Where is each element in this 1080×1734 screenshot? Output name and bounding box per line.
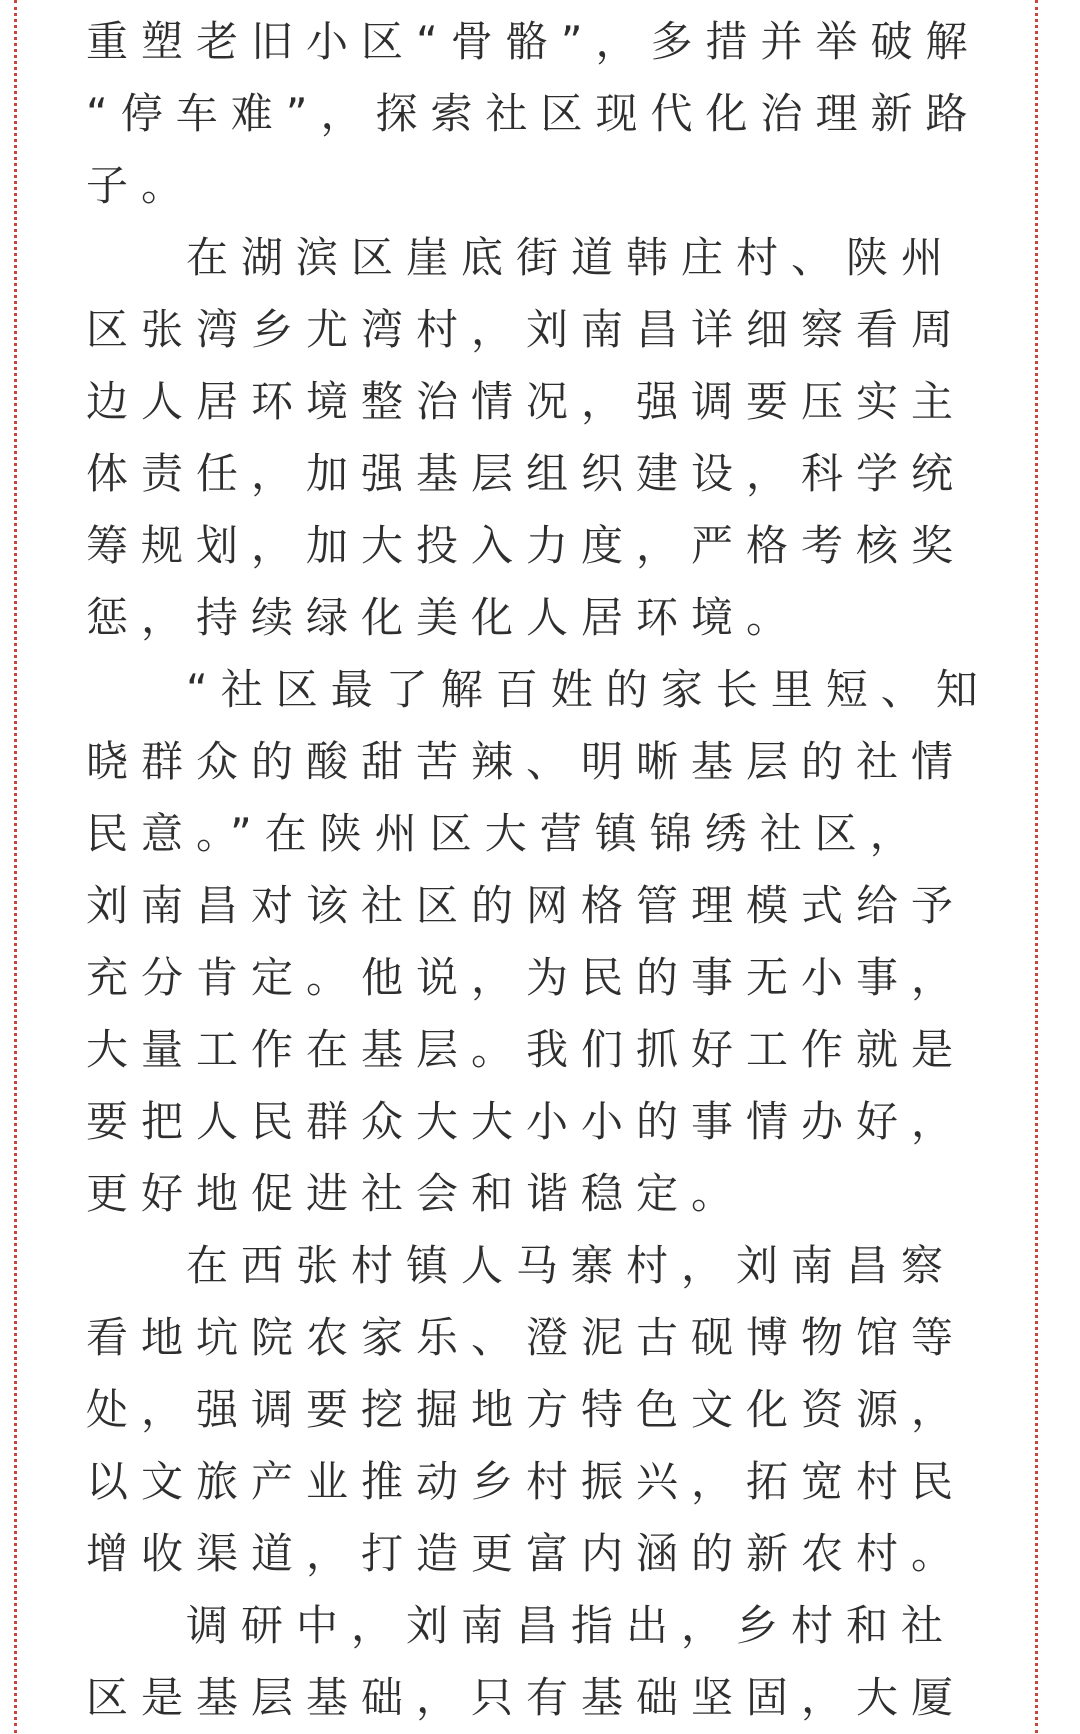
text-line: 看地坑院农家乐、澄泥古砚博物馆等 (86, 1313, 967, 1362)
text-line: 处，强调要挖掘地方特色文化资源， (86, 1385, 967, 1434)
text-line: 刘南昌对该社区的网格管理模式给予 (86, 881, 967, 930)
text-line: 晓群众的酸甜苦辣、明晰基层的社情 (86, 737, 967, 786)
paragraph-start-line: “社区最了解百姓的家长里短、知 (186, 665, 991, 714)
right-dotted-border (1035, 0, 1038, 1733)
text-line: 要把人民群众大大小小的事情办好， (86, 1097, 967, 1146)
paragraph-start-line: 调研中，刘南昌指出，乡村和社 (186, 1601, 957, 1650)
text-line: 子。 (86, 161, 197, 210)
text-line: 增收渠道，打造更富内涵的新农村。 (86, 1529, 967, 1578)
text-line: 筹规划，加大投入力度，严格考核奖 (86, 521, 967, 570)
text-line: 民意。”在陕州区大营镇锦绣社区， (86, 809, 925, 858)
text-line: 大量工作在基层。我们抓好工作就是 (86, 1025, 967, 1074)
text-line: 区是基层基础，只有基础坚固，大厦 (86, 1673, 967, 1722)
left-dotted-border (14, 0, 17, 1733)
text-line: 区张湾乡尤湾村，刘南昌详细察看周 (86, 305, 967, 354)
article-body (86, 6, 998, 1734)
text-line: 以文旅产业推动乡村振兴，拓宽村民 (86, 1457, 967, 1506)
text-line: 边人居环境整治情况，强调要压实主 (86, 377, 967, 426)
text-line: 体责任，加强基层组织建设，科学统 (86, 449, 967, 498)
text-line: “停车难”，探索社区现代化治理新路 (86, 89, 981, 138)
paragraph-start-line: 在湖滨区崖底街道韩庄村、陕州 (186, 233, 957, 282)
text-line: 更好地促进社会和谐稳定。 (86, 1169, 747, 1218)
text-line: 惩，持续绿化美化人居环境。 (86, 593, 802, 642)
paragraph-start-line: 在西张村镇人马寨村，刘南昌察 (186, 1241, 957, 1290)
text-line: 重塑老旧小区“骨骼”，多措并举破解 (86, 17, 981, 66)
text-line: 充分肯定。他说，为民的事无小事， (86, 953, 967, 1002)
